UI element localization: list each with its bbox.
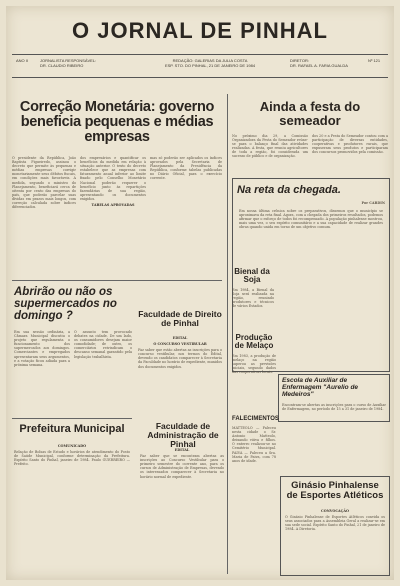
edital2-subhead: EDITAL [174,448,190,452]
falecimentos-headline: FALECIMENTOS [232,416,279,422]
section-rule [12,418,132,419]
tabelas-subhead: TABELAS APROVADAS [91,203,135,208]
faculdade-direito-headline: Faculdade de Direito de Pinhal [138,309,222,328]
edital-subhead: EDITAL [172,336,188,340]
faculdade-direito-body: Faz saber que estão abertas as inscrições para o concurso vestibular, nos termos do Edital, devendo os candidatos comparecer à Secretaria da Faculdade no horário de expediente, munidos dos documentos exigidos. [138,348,222,369]
escola-box [278,374,390,422]
concurso-subhead: O CONCURSO VESTIBULAR [153,342,207,347]
bienal-headline: Bienal da Soja [234,267,270,285]
gindasio-body: O Ginásio Pinhalense de Esportes Atléticos convida os seus associados para a Assembleia Geral a realizar-se em sua sede social. Espírito Santo do Pinhal, 21 de janeiro de 1984. A Diretoria. [285,515,385,532]
main-article-col-2-text: dos empresários e quantificar os benefícios da medida em relação à situação anterior. O texto do decreto estabelece que as empresas com faturamento anual inferior ao limite fixado pelo Conselho Monetário Nacional poderão requerer o benefício junto às repartições fazendárias de sua região, apresentando os documentos exigidos. [80,156,146,201]
escola-text: Encontram-se abertas as inscrições para o curso de Auxiliar de Enfermagem, no período de 15 a 31 de janeiro de 1984. [282,403,386,412]
faculdade-adm-headline: Faculdade de Administração de Pinhal [147,421,219,449]
gindasio-headline: Ginásio Pinhalense de Esportes Atléticos [286,480,384,501]
convocacao-subhead: CONVOCAÇÃO [321,509,349,513]
melaco-headline: Produção de Melaço [234,333,274,351]
column-rule [227,94,228,574]
gindasio-box [280,476,390,576]
festa-col-1: No próximo dia 29, a Comissão Organizadora da Festa do Semeador reúne-se para o balanço final das atividades realizadas. A festa, que reuniu agricultores de toda a região, foi considerada um sucesso de público e de organização. [232,134,308,159]
falecimentos-text: MATTEOLO — Faleceu nesta cidade o Sr. Antonio Matteolo, deixando viúva e filhos. O enterro realizou-se no Cemitério Municipal. PAIVA — Faleceu a Sra. Maria de Paiva, com 78 anos de idade. [232,426,276,463]
editor-name: DR. CLAUDIO RIBEIRO [40,63,84,68]
reta-headline: Na reta da chegada. [237,184,341,196]
main-article-col-2 [80,156,146,276]
melaco-text: Em 1983, a produção de melaço na região superou as previsões iniciais, segundo dados das cooperativas locais. [232,354,276,375]
festa-headline: Ainda a festa do semeador [259,99,361,128]
issue-year: ANO II [16,58,29,63]
prefeitura-headline: Prefeitura Municipal [19,423,125,435]
abrirao-headline: Abrirão ou não os supermercados no domingo ? [14,286,117,323]
abrirao-col-2: O assunto tem provocado debates na cidade. De um lado, os consumidores desejam maior comodidade; de outro, os comerciários reivindicam o descanso semanal garantido pela legislação trabalhista. [74,330,132,359]
editor-label: JORNALISTA RESPONSÁVEL: [40,58,97,63]
faculdade-adm-body: Faz saber que se encontram abertas as inscrições ao Concurso Vestibular para o primeiro semestre do corrente ano, para os cursos de Administração de Empresas, devendo os interessados comparecer à Secretaria no horário normal de expediente. [140,454,224,479]
newspaper-page [6,6,394,580]
prefeitura-body: Relação de Bolsas de Estudo e horários de atendimento do Posto de Saúde Municipal, conforme determinação da Prefeitura. Espírito Santo do Pinhal, janeiro de 1984. Paulo GUERREIRO — Prefeito. [14,450,130,467]
main-article-col-3: mas só poderão ser aplicados os índices aprovados pela Secretaria de Planejamento da Presidência da República, conforme tabelas publicadas no Diário Oficial, para o exercício corrente. [150,156,222,181]
issue-number: Nº 121 [368,58,381,63]
redacao-address: REDAÇÃO: GALERIAS DA JULIA COSTA [172,58,248,63]
editor-block [40,58,98,68]
redacao-block [140,58,280,68]
masthead: O JORNAL DE PINHAL [72,18,328,43]
prefeitura-text [14,442,130,570]
issue-date: ESP. STO. DO PINHAL, 21 DE JANEIRO DE 1984 [164,63,256,68]
main-headline: Correção Monetária: governo beneficia pequenas e médias empresas [19,99,215,146]
reta-byline: Por CARDIN [361,201,385,205]
section-rule [12,280,222,281]
festa-col-2: dos 20 e a Festa do Semeador contou com a participação de diversas entidades, cooperativas e produtores rurais, que expuseram seus produtos e participaram dos concursos promovidos pela comissão. [312,134,388,155]
main-article-col-1: O presidente da República, João Baptista Figueiredo, assinou o decreto que permite às pequenas e médias empresas corrigir monetariamente seus débitos fiscais, em condições mais favoráveis. A medida, segundo o ministro do Planejamento, beneficiará cerca de oitenta por cento das empresas do país, que poderão parcelar suas dívidas em prazos mais longos, com correção calculada sobre índices diferenciados. [12,156,76,210]
gindasio-text [285,507,385,571]
faculdade-adm-text [140,446,224,572]
abrirao-col-1: Em sua sessão ordinária, a Câmara Municipal discutiu o projeto que regulamenta o funcionamento dos supermercados aos domingos. Comerciantes e empregados apresentaram seus argumentos, e a votação ficou adiada para a próxima semana. [14,330,70,367]
director-label: DIRETOR: [290,58,310,63]
faculdade-direito-text [138,334,222,414]
director-block [290,58,360,68]
escola-headline: Escola de Auxiliar de Enfermagem "Aurelio de Medeiros" [282,377,359,398]
comunicado-subhead: COMUNICADO [57,444,87,448]
bienal-text: Em 1984, a Bienal da Soja será realizada na região, reunindo produtores e técnicos de vários Estados. [232,288,274,309]
issue-info-bar [12,54,388,78]
reta-text: Em nossa última crônica sobre os preparativos, dissemos que o município se aproximava da reta final. Agora, com a chegada dos primeiros resultados, podemos afirmar que o esforço de todos foi recompensado. A população pinhalense mostrou, mais uma vez, o seu espírito comunitário e a sua capacidade de realizar grandes obras quando unida em torno de um objetivo comum. [239,209,383,230]
director-name: DR. RAFAEL A. FARIA GUALDA [290,63,348,68]
